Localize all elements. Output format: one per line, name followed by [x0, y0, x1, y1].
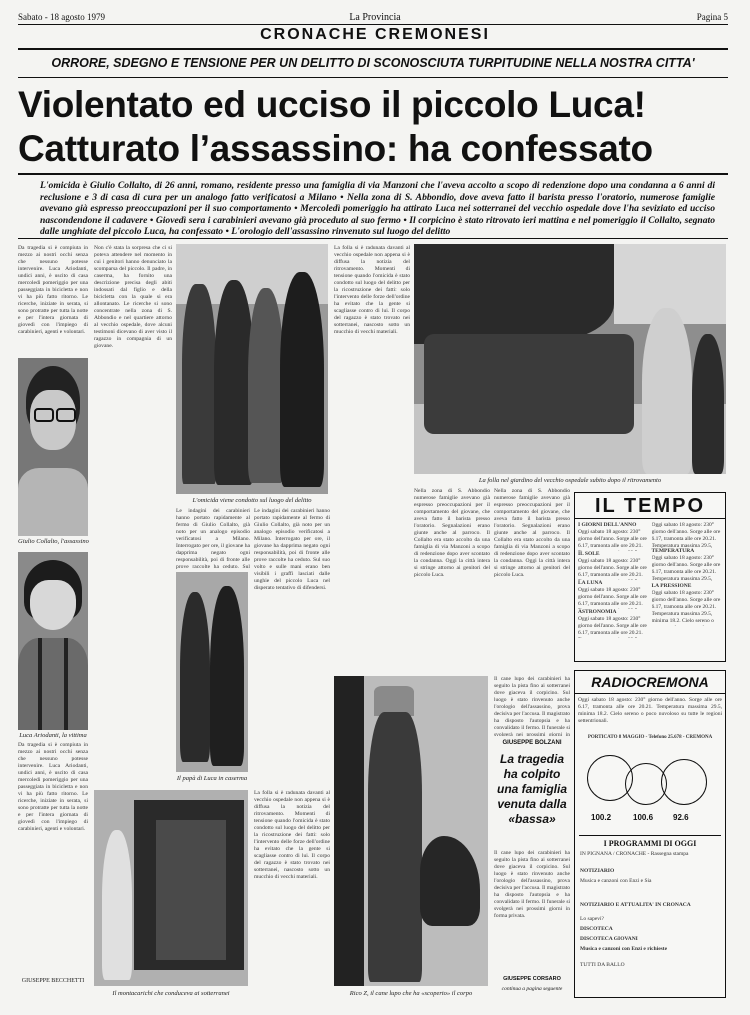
photo-basement: [94, 790, 248, 986]
weather-intro-text: Oggi sabato 18 agosto: 230° giorno dell'anno. Sorge alle ore 6.17, tramonta alle ore 20.21. Temperatura massima 29.5,: [651, 522, 721, 548]
body-column-4a: La folla si è radunata davanti al vecchio ospedale non appena si è diffusa la notizia del ritrovamento. Momenti di tensione quando l'omicida è stato condotto sul luogo del delitto per la ricostruzione dei fatti: solo l'intervento delle forze dell'ordine ha evitato che la gente si scagliasse contro di lui. Il corpo del ragazzo è stato trovato nei sotterranei, nascosto sotto un mucchio di vecchi materiali.: [254, 790, 330, 880]
photo-luca: [18, 552, 88, 730]
weather-days-heading: I GIORNI DELL'ANNO: [578, 522, 637, 528]
frequency-3: 92.6: [673, 813, 689, 822]
summary-rule: [18, 238, 728, 239]
weather-astro-heading: ASTRONOMIA: [578, 609, 617, 615]
caption-dog: Rico Z, il cane lupo che ha «scoperto» il corpo: [349, 990, 473, 997]
body-column-6a: Il cane lupo dei carabinieri ha seguito la pista fino ai sotterranei dove giaceva il corpicino. Sul luogo è stato rinvenuto anche l'orologio dell'assassino, prova decisiva per l'accusa. Il magistrato ha disposto l'autopsia e ha convalidato il fermo. Il funerale si svolgerà nei prossimi giorni in: [494, 676, 570, 736]
article-summary: L'omicida è Giulio Collalto, di 26 anni, romano, residente presso una famiglia di via Manzoni che l'aveva accolto a scopo di redenzione dopo una condanna a 6 anni di reclusione e 3 di casa di cura per un analogo fatto verificatosi a Milano • Nella zona di S. Abbondio, dove aveva fatto il barista presso l'oratorio, numerose famiglie avevano già espresso preoccupazioni per il suo comportamento • Mercoledì pomeriggio ha attirato Luca nei sotterranei del vecchio ospedale dove l'ha seviziato ed ucciso nascondendone il cadavere • Giovedì sera i carabinieri avevano già proceduto al suo fermo • Il corpicino è stato ritrovato ieri mattina e nel pomeriggio il Collalto, segnato dalle unghiate del piccolo Luca, ha confessato • L'orologio dell'assassino rinvenuto sul luogo del delitto: [40, 180, 715, 238]
weather-days-text: Oggi sabato 18 agosto: 230° giorno dell'anno. Sorge alle ore 6.17, tramonta alle ore 20.21.: [578, 529, 647, 549]
byline-corsaro: GIUSEPPE CORSARO: [503, 976, 561, 982]
caption-collalto: Giulio Collalto, l'assassino: [18, 538, 89, 545]
main-headline-line1: Violentato ed ucciso il piccolo Luca!: [18, 84, 646, 125]
section-rule: [18, 48, 728, 50]
weather-sun-heading: IL SOLE: [578, 551, 600, 557]
caption-basement: Il montacarichi che conduceva ai sotterranei: [112, 990, 230, 997]
program-item-4: NOTIZIARIO E ATTUALITA' IN CRONACA: [580, 902, 691, 908]
weather-astro-text: Oggi sabato 18 agosto: 230° giorno dell'anno. Sorge alle ore 6.17, tramonta alle ore 20.21.: [578, 616, 647, 636]
header-rule: [18, 24, 728, 25]
body-column-3a: Le indagini dei carabinieri hanno portato rapidamente al fermo di Giulio Collalto, già noto per un analogo episodio verificatosi a Milano. Interrogato per ore, il giovane ha dapprima negato ogni responsabilità, poi di fronte alle prove raccolte ha ceduto. Sul: [176, 508, 250, 570]
program-item-6: DISCOTECA: [580, 926, 613, 932]
program-item-8: Musica e canzoni con Enzi e richieste: [580, 946, 668, 952]
photo-escort: [176, 244, 328, 494]
weather-temp-text: Oggi sabato 18 agosto: 230° giorno dell'anno. Sorge alle ore 6.17, tramonta alle ore 20.21. Temperatura massima 29.5,: [651, 555, 721, 582]
body-column-1b: Da tragedia si è compiuta in mezzo ai nostri occhi senza che nessuno potesse intervenire. Luca Ariodanti, undici anni, è uscito di casa mercoledì pomeriggio per una passeggiata in bicicletta e non vi ha più fatto ritorno. Le ricerche, iniziate in serata, si sono protratte per tutta la notte e per l'intera giornata di giovedì con l'impiego di carabinieri, agenti e volontari.: [18, 742, 88, 832]
weather-box: [574, 492, 726, 662]
photo-crowd: [414, 244, 726, 474]
program-item-2: NOTIZIARIO: [580, 868, 615, 874]
photo-dog: [334, 676, 488, 986]
continued-note: continua a pagina seguente: [501, 986, 563, 992]
body-column-3b: Le indagini dei carabinieri hanno portato rapidamente al fermo di Giulio Collalto, già noto per un analogo episodio verificatosi a Milano. Interrogato per ore, il giovane ha dapprima negato ogni responsabilità, poi di fronte alle prove raccolte ha ceduto. Sul suo volto e sulle mani erano ben visibili i graffi lasciati dalle unghie del piccolo Luca nel disperato tentativo di difendersi.: [254, 508, 330, 591]
radio-address: PORTICATO 8 MAGGIO - Telefono 25.678 - CREMONA: [587, 735, 713, 740]
section-title: CRONACHE CREMONESI: [260, 26, 490, 43]
radio-title: RADIOCREMONA: [575, 671, 725, 694]
newspaper-name: La Provincia: [349, 12, 401, 23]
byline-bolzani: GIUSEPPE BOLZANI: [502, 740, 562, 746]
caption-luca: Luca Ariodanti, la vittima: [19, 732, 87, 739]
weather-moon-heading: LA LUNA: [578, 580, 603, 586]
caption-escort: L'omicida viene condotto sul luogo del delitto: [192, 497, 312, 504]
radio-coverage-map: [581, 745, 719, 831]
weather-pressure-text: Oggi sabato 18 agosto: 230° giorno dell'anno. Sorge alle ore 6.17, tramonta alle ore 20.21. Temperatura massima 29.5, minima 18.2. Cielo sereno o: [651, 590, 721, 624]
program-item-1: IN PIGNANA / CRONACHE - Rassegna stampa: [580, 851, 689, 857]
photo-arrest: [176, 572, 248, 772]
caption-arrest: Il papà di Luca in caserma: [176, 775, 248, 782]
body-column-6b: Il cane lupo dei carabinieri ha seguito la pista fino ai sotterranei dove giaceva il corpicino. Sul luogo è stato rinvenuto anche l'orologio dell'assassino, prova decisiva per l'accusa. Il magistrato ha disposto l'autopsia e ha convalidato il fermo. Il funerale si svolgerà nei prossimi giorni in forma privata.: [494, 850, 570, 919]
body-column-5a: Nella zona di S. Abbondio numerose famiglie avevano già espresso preoccupazioni per il comportamento del giovane, che aveva fatto il barista presso l'oratorio. Segnalazioni erano giunte anche al parroco. Il Collalto era stato accolto da una famiglia di via Manzoni a scopo di redenzione dopo aver scontato la condanna. Oggi la città intera si stringe attorno ai genitori del piccolo Luca.: [414, 488, 490, 578]
weather-sun-text: Oggi sabato 18 agosto: 230° giorno dell'anno. Sorge alle ore 6.17, tramonta alle ore 20.21.: [578, 558, 647, 578]
frequency-1: 100.2: [591, 813, 612, 822]
body-column-5b: Nella zona di S. Abbondio numerose famiglie avevano già espresso preoccupazioni per il comportamento del giovane, che aveva fatto il barista presso l'oratorio. Segnalazioni erano giunte anche al parroco. Il Collalto era stato accolto da una famiglia di via Manzoni a scopo di redenzione dopo aver scontato la condanna. Oggi la città intera si stringe attorno ai genitori del piccolo Luca.: [494, 488, 570, 578]
weather-title: IL TEMPO: [575, 493, 725, 519]
photo-collalto: [18, 358, 88, 536]
headline-rule: [18, 173, 728, 175]
radio-intro: Oggi sabato 18 agosto: 230° giorno dell'anno. Sorge alle ore 6.17, tramonta alle ore 20.21. Temperatura massima 29.5, minima 18.2. Cielo sereno o poco nuvoloso su tutte le regioni settentrionali.: [578, 697, 722, 724]
kicker-rule: [18, 77, 728, 78]
frequency-2: 100.6: [633, 813, 654, 822]
caption-crowd: La folla nel giardino del vecchio ospedale subito dopo il ritrovamento: [478, 477, 662, 484]
body-column-2: Non c'è stata la sorpresa che ci si poteva attendere nel momento in cui i genitori hanno denunciato la scomparsa del piccolo. Il padre, in caserma, ha fornito una descrizione precisa degli abiti indossati dal figlio e della bicicletta con la quale si era allontanato. Le ricerche si sono concentrate nella zona di S. Abbondio e nel quartiere attorno al vecchio ospedale, dove alcuni testimoni dicevano di aver visto il ragazzo in compagnia di un giovane.: [94, 245, 172, 349]
program-item-5: Lo sapevi?: [580, 916, 604, 922]
kicker-headline: ORRORE, SDEGNO E TENSIONE PER UN DELITTO DI SCONOSCIUTA TURPITUDINE NELLA NOSTRA CITTA': [51, 56, 695, 70]
weather-moon-text: Oggi sabato 18 agosto: 230° giorno dell'anno. Sorge alle ore 6.17, tramonta alle ore 20.21.: [578, 587, 647, 607]
weather-pressure-heading: LA PRESSIONE: [651, 583, 692, 589]
programs-title: I PROGRAMMI DI OGGI: [603, 839, 697, 848]
radio-box: [574, 670, 726, 998]
program-item-9: TUTTI DA BALLO: [580, 962, 625, 968]
weather-temp-heading: TEMPERATURA: [651, 548, 695, 554]
body-column-4b: La folla si è radunata davanti al vecchio ospedale non appena si è diffusa la notizia del ritrovamento. Momenti di tensione quando l'omicida è stato condotto sul luogo del delitto per la ricostruzione dei fatti: solo l'intervento delle forze dell'ordine ha evitato che la gente si scagliasse contro di lui. Il corpo del ragazzo è stato trovato nei sotterranei, nascosto sotto un mucchio di vecchi materiali.: [334, 245, 410, 335]
issue-date: Sabato - 18 agosto 1979: [18, 12, 105, 22]
program-item-3: Musica e canzoni con Enzi e Sia: [580, 878, 652, 884]
body-column-1a: Da tragedia si è compiuta in mezzo ai nostri occhi senza che nessuno potesse intervenire. Luca Ariodanti, undici anni, è uscito di casa mercoledì pomeriggio per una passeggiata in bicicletta e non vi ha più fatto ritorno. Le ricerche, iniziate in serata, si sono protratte per tutta la notte e per l'intera giornata di giovedì con l'impiego di carabinieri, agenti e volontari.: [18, 245, 88, 335]
main-headline-line2: Catturato l’assassino: ha confessato: [18, 128, 653, 169]
page-number: Pagina 5: [696, 12, 728, 22]
byline-left: GIUSEPPE BECCHETTI: [21, 978, 85, 984]
program-item-7: DISCOTECA GIOVANI: [580, 936, 638, 942]
sidebar-headline: La tragedia ha colpito una famiglia venuta dalla «bassa»: [496, 752, 567, 826]
